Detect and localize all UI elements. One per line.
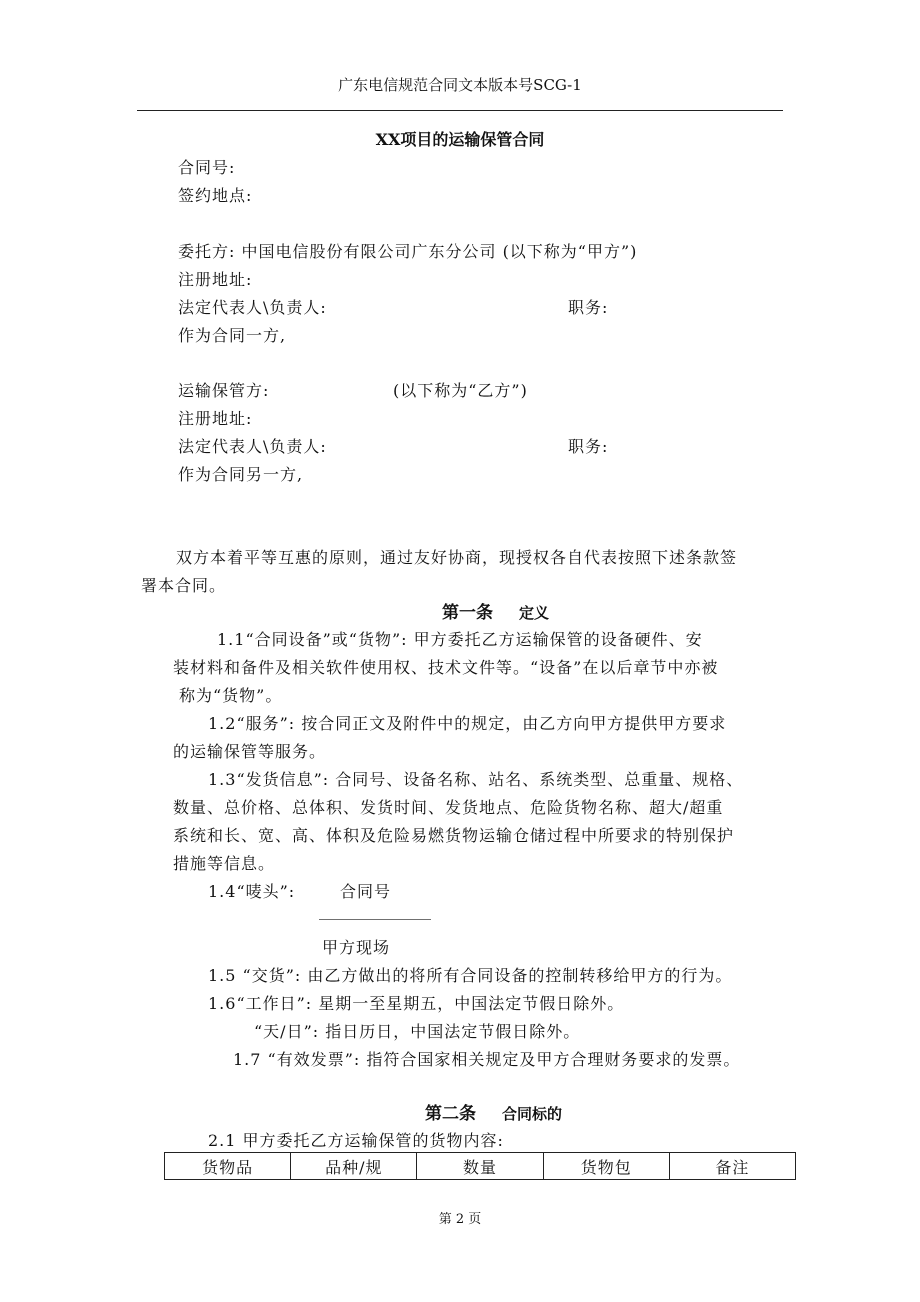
party-a-address-label: 注册地址: <box>178 270 253 289</box>
party-b-representative-label: 法定代表人\负责人: <box>178 437 327 456</box>
page-header: 广东电信规范合同文本版本号SCG-1 <box>338 76 582 94</box>
party-b-alias: (以下称为“乙方”) <box>393 381 528 400</box>
clause-1-1-line-1: 1.1“合同设备”或“货物”: 甲方委托乙方运输保管的设备硬件、安 <box>217 630 703 649</box>
article-1-number: 第一条 <box>442 603 493 623</box>
signing-place-label: 签约地点: <box>178 186 253 205</box>
clause-1-5: 1.5 “交货”: 由乙方做出的将所有合同设备的控制转移给甲方的行为。 <box>208 966 733 985</box>
party-b-role-text: 作为合同另一方, <box>178 465 304 484</box>
contract-number-label: 合同号: <box>178 158 236 177</box>
party-b-position-label: 职务: <box>568 437 609 456</box>
party-a-role-text: 作为合同一方, <box>178 326 287 345</box>
clause-1-4-value: 合同号 <box>340 882 392 901</box>
party-a-representative-label: 法定代表人\负责人: <box>178 298 327 317</box>
clause-1-1-line-2: 装材料和备件及相关软件使用权、技术文件等。“设备”在以后章节中亦被 <box>173 658 719 677</box>
clause-1-4-site: 甲方现场 <box>322 938 391 957</box>
article-1-heading <box>442 598 549 623</box>
party-b-address-label: 注册地址: <box>178 409 253 428</box>
clause-1-2-line-1: 1.2“服务”: 按合同正文及附件中的规定，由乙方向甲方提供甲方要求 <box>208 714 727 733</box>
clause-1-7: 1.7 “有效发票”: 指符合国家相关规定及甲方合理财务要求的发票。 <box>233 1050 741 1069</box>
clause-1-1-line-3: 称为“货物”。 <box>179 686 283 705</box>
goods-table <box>164 1152 796 1180</box>
table-header-variety-spec: 品种/规 <box>291 1153 417 1180</box>
goods-table-header-row <box>165 1153 796 1180</box>
clause-1-3-line-2: 数量、总价格、总体积、发货时间、发货地点、危险货物名称、超大/超重 <box>173 798 724 817</box>
clause-1-4-label: 1.4“唛头”: <box>208 882 296 901</box>
party-a-principal: 委托方: 中国电信股份有限公司广东分公司 (以下称为“甲方”) <box>178 242 638 261</box>
clause-1-6-day: “天/日”: 指日历日，中国法定节假日除外。 <box>254 1022 581 1041</box>
table-header-packaging: 货物包 <box>543 1153 669 1180</box>
article-2-title: 合同标的 <box>502 1105 563 1123</box>
preamble-line-1: 双方本着平等互惠的原则，通过友好协商，现授权各自代表按照下述条款签 <box>176 548 738 567</box>
clause-1-3-line-1: 1.3“发货信息”: 合同号、设备名称、站名、系统类型、总重量、规格、 <box>208 770 744 789</box>
article-1-title: 定义 <box>519 604 550 622</box>
clause-1-6: 1.6“工作日”: 星期一至星期五，中国法定节假日除外。 <box>208 994 625 1013</box>
article-2-number: 第二条 <box>425 1104 476 1124</box>
clause-1-3-line-3: 系统和长、宽、高、体积及危险易燃货物运输仓储过程中所要求的特别保护 <box>173 826 735 845</box>
header-divider <box>137 110 783 111</box>
table-header-remarks: 备注 <box>669 1153 795 1180</box>
clause-1-2-line-2: 的运输保管等服务。 <box>173 742 327 761</box>
party-b-carrier-label: 运输保管方: <box>178 381 270 400</box>
contract-title: XX项目的运输保管合同 <box>375 130 545 149</box>
party-a-position-label: 职务: <box>568 298 609 317</box>
page-number: 第 2 页 <box>438 1212 482 1227</box>
clause-2-1: 2.1 甲方委托乙方运输保管的货物内容: <box>208 1131 504 1150</box>
article-2-heading <box>425 1099 562 1124</box>
table-header-goods-name: 货物品 <box>165 1153 291 1180</box>
clause-1-3-line-4: 措施等信息。 <box>173 854 276 873</box>
table-header-quantity: 数量 <box>417 1153 543 1180</box>
preamble-line-2: 署本合同。 <box>141 576 227 595</box>
clause-1-4-underline: ______________ <box>319 901 431 920</box>
